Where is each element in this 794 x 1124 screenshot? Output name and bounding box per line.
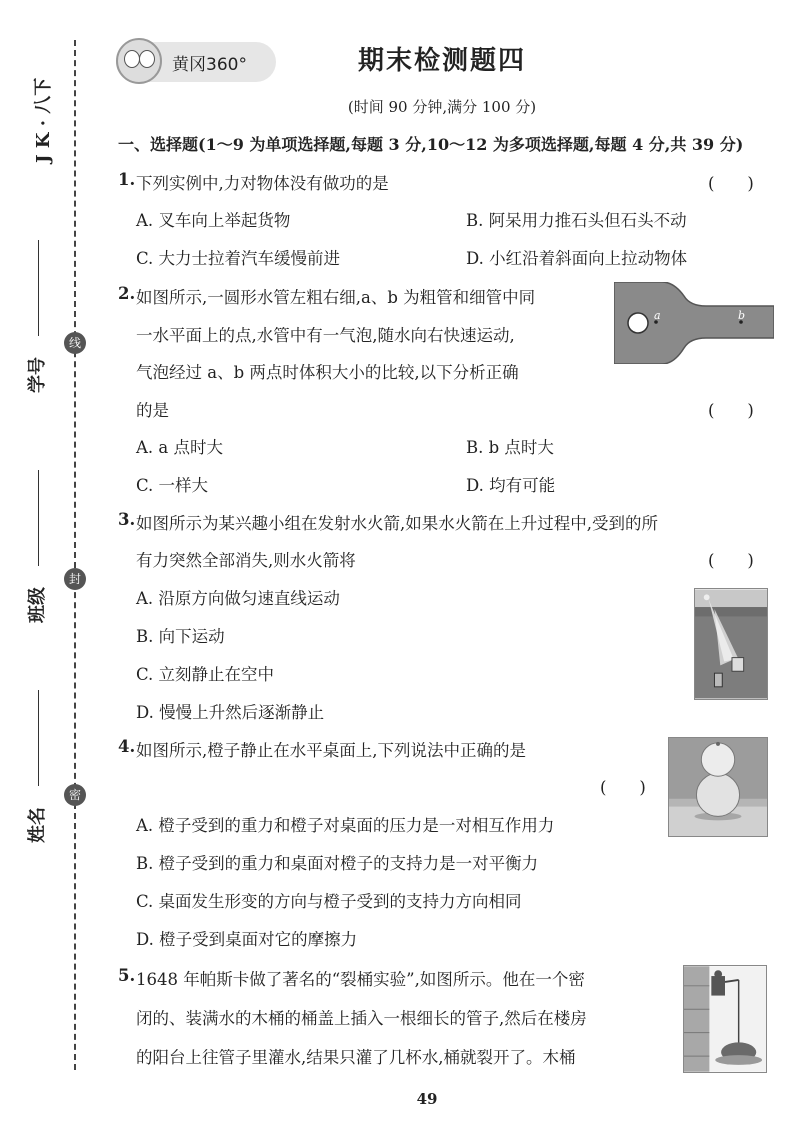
class-label: 班级 [27,587,48,623]
point-a-label: a [654,309,661,322]
question-stem-line-2: 有力突然全部消失,则水火箭将 [136,551,356,570]
seal-feng: 封 [64,568,86,590]
name-line [38,690,39,786]
option-c[interactable]: C. 一样大 [136,476,209,495]
oranges-photo [668,737,768,837]
question-stem-line-3: 气泡经过 a、b 两点时体积大小的比较,以下分析正确 [136,363,519,382]
option-a[interactable]: A. a 点时大 [136,438,223,457]
point-b-label: b [738,309,746,322]
option-c[interactable]: C. 大力士拉着汽车缓慢前进 [136,249,341,268]
student-id-label: 学号 [27,357,48,393]
option-d[interactable]: D. 橙子受到桌面对它的摩擦力 [136,930,358,949]
question-stem-line-1: 1648 年帕斯卡做了著名的“裂桶实验”,如图所示。他在一个密 [136,970,585,989]
barrel-experiment-figure [683,965,767,1073]
question-stem-line-4: 的是 [136,401,169,420]
top-orange [701,743,734,776]
question-number: 4. [118,737,136,756]
seal-xian: 线 [64,332,86,354]
option-c[interactable]: C. 桌面发生形变的方向与橙子受到的支持力方向相同 [136,892,522,911]
option-d[interactable]: D. 均有可能 [466,476,556,495]
class-line [38,470,39,566]
question-number: 2. [118,284,136,303]
option-a[interactable]: A. 叉车向上举起货物 [136,211,291,230]
question-stem-line-3: 的阳台上往管子里灌水,结果只灌了几杯水,桶就裂开了。木桶 [136,1048,576,1067]
option-c[interactable]: C. 立刻静止在空中 [136,665,275,684]
answer-blank[interactable]: ( ) [708,174,754,193]
question-stem-line-1: 如图所示为某兴趣小组在发射水火箭,如果水火箭在上升过程中,受到的所 [136,514,658,533]
question-stem-line-2: 一水平面上的点,水管中有一气泡,随水向右快速运动, [136,326,515,345]
answer-blank[interactable]: ( ) [708,551,754,570]
option-b[interactable]: B. 橙子受到的重力和桌面对橙子的支持力是一对平衡力 [136,854,539,873]
question-stem: 下列实例中,力对物体没有做功的是 [136,174,389,193]
cut-line [74,40,76,1070]
edition-label: J K · 八下 [33,77,54,163]
question-stem: 如图所示,橙子静止在水平桌面上,下列说法中正确的是 [136,741,526,760]
option-b[interactable]: B. b 点时大 [466,438,554,457]
option-a[interactable]: A. 橙子受到的重力和橙子对桌面的压力是一对相互作用力 [136,816,555,835]
air-bubble [628,313,648,333]
student-id-line [38,240,39,336]
page-title: 期末检测题四 [357,46,526,76]
option-b[interactable]: B. 向下运动 [136,627,225,646]
bottom-orange [696,773,739,816]
answer-blank[interactable]: ( ) [600,778,646,797]
option-d[interactable]: D. 慢慢上升然后逐渐静止 [136,703,325,722]
option-b[interactable]: B. 阿呆用力推石头但石头不动 [466,211,687,230]
binding-margin [0,0,110,1124]
question-stem-line-2: 闭的、装满水的木桶的桶盖上插入一根细长的管子,然后在楼房 [136,1009,587,1028]
option-d[interactable]: D. 小红沿着斜面向上拉动物体 [466,249,688,268]
option-a[interactable]: A. 沿原方向做匀速直线运动 [136,589,340,608]
question-number: 5. [118,966,136,985]
question-stem-line-1: 如图所示,一圆形水管左粗右细,a、b 为粗管和细管中同 [136,288,536,307]
water-pipe-figure [614,282,774,364]
water-rocket-photo [694,588,768,700]
question-number: 3. [118,510,136,529]
brand-badge-text: 黄冈360° [172,55,247,75]
question-number: 1. [118,170,136,189]
answer-blank[interactable]: ( ) [708,401,754,420]
section-heading: 一、选择题(1～9 为单项选择题,每题 3 分,10～12 为多项选择题,每题 4 分,共 39 分) [118,135,744,154]
seal-mi: 密 [64,784,86,806]
name-label: 姓名 [27,807,48,843]
page-number: 49 [416,1090,438,1108]
page-subtitle: (时间 90 分钟,满分 100 分) [347,98,537,116]
